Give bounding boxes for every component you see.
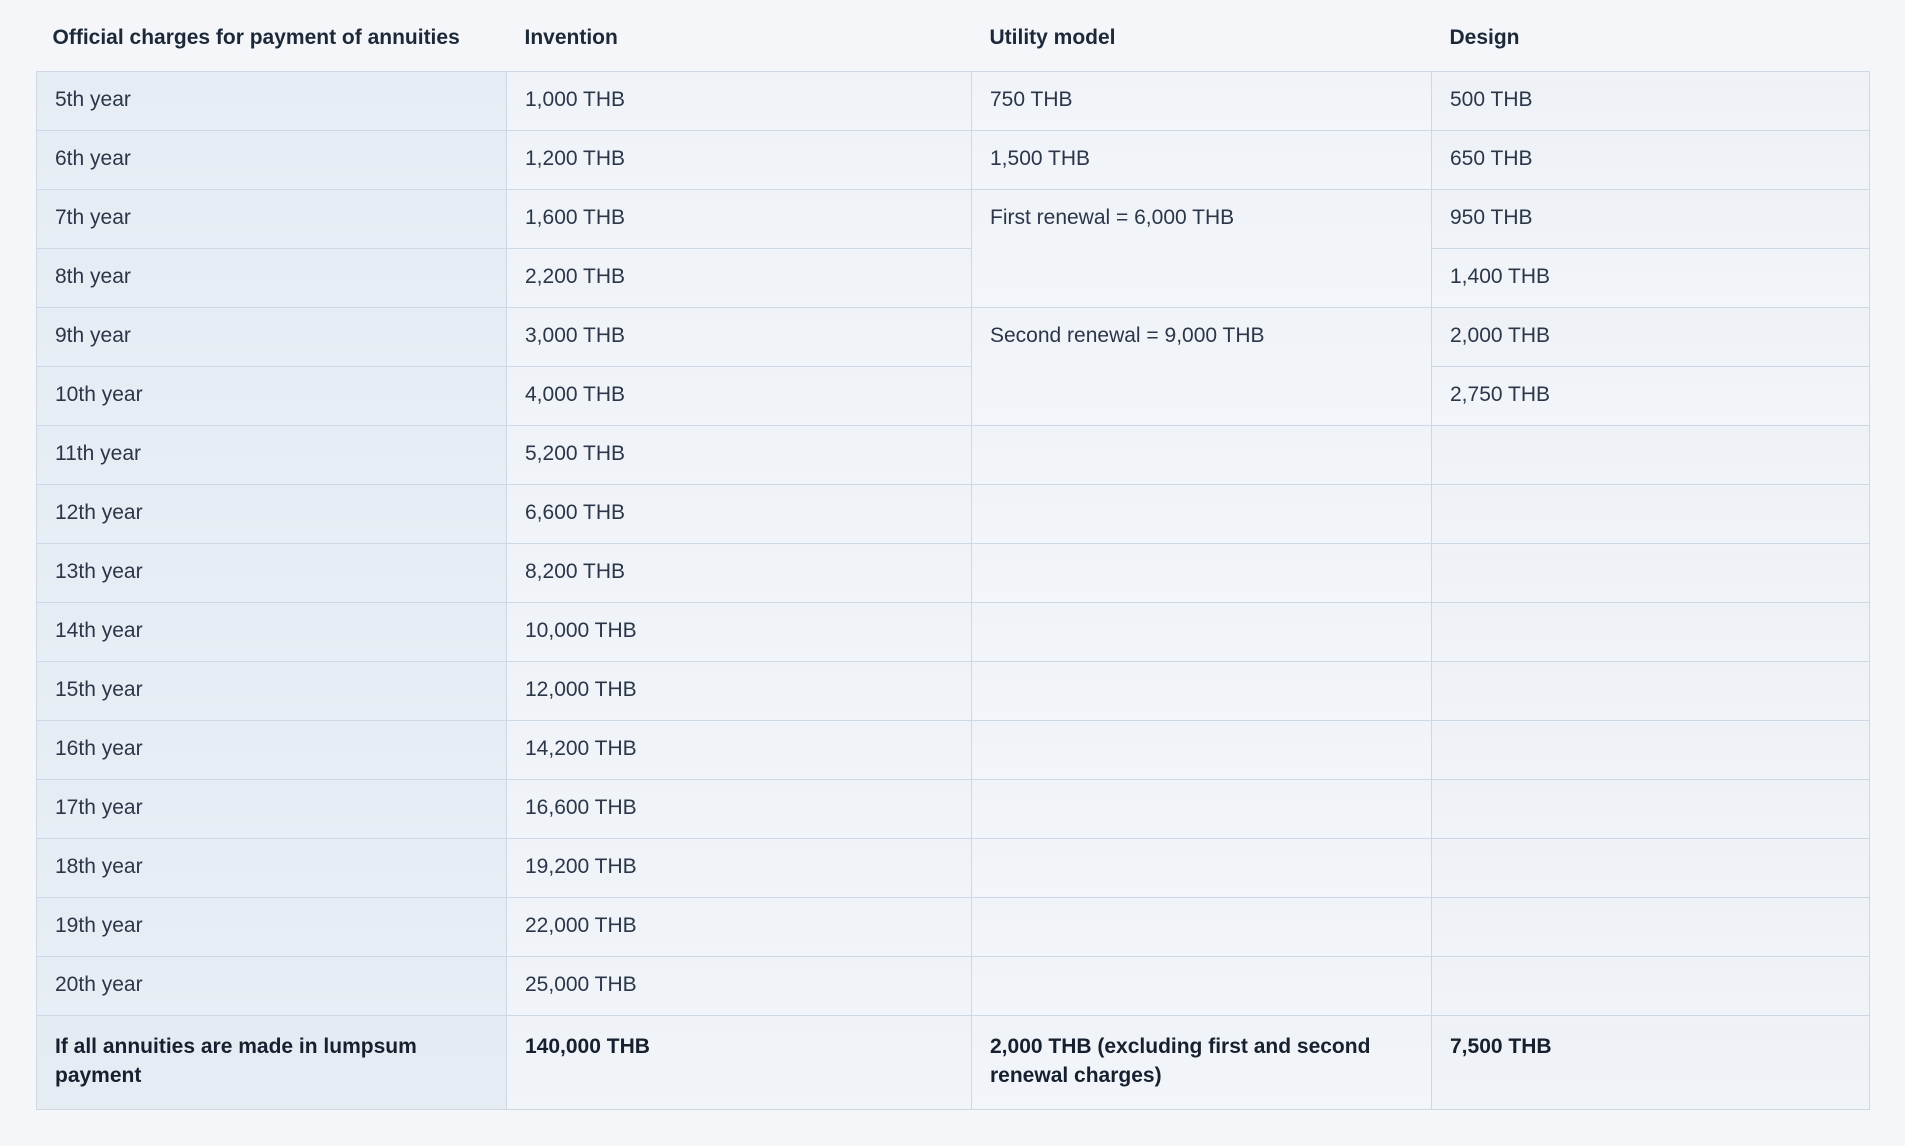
cell-utility-model: 750 THB [972, 72, 1432, 131]
table-row [37, 544, 1870, 603]
table-row [37, 72, 1870, 131]
annuity-fee-table [36, 6, 1870, 1110]
cell-utility-model [972, 485, 1432, 544]
cell-year: 16th year [37, 721, 507, 780]
cell-invention: 5,200 THB [507, 426, 972, 485]
table-row [37, 603, 1870, 662]
cell-year: 13th year [37, 544, 507, 603]
cell-utility-model: First renewal = 6,000 THB [972, 190, 1432, 308]
cell-utility-model: Second renewal = 9,000 THB [972, 308, 1432, 426]
cell-year: 9th year [37, 308, 507, 367]
column-header-invention: Invention [524, 26, 618, 49]
cell-invention: 1,600 THB [507, 190, 972, 249]
cell-invention: 3,000 THB [507, 308, 972, 367]
column-header-utility-model: Utility model [989, 26, 1116, 49]
cell-utility-model [972, 780, 1432, 839]
cell-design: 1,400 THB [1432, 249, 1870, 308]
cell-design: 950 THB [1432, 190, 1870, 249]
table-header [37, 6, 1870, 72]
cell-utility-model [972, 721, 1432, 780]
cell-design [1432, 957, 1870, 1016]
cell-invention: 19,200 THB [507, 839, 972, 898]
cell-invention: 12,000 THB [507, 662, 972, 721]
cell-year: 17th year [37, 780, 507, 839]
cell-total-design: 7,500 THB [1432, 1016, 1870, 1110]
cell-design [1432, 426, 1870, 485]
table-row [37, 898, 1870, 957]
cell-invention: 14,200 THB [507, 721, 972, 780]
cell-year: 10th year [37, 367, 507, 426]
cell-invention: 8,200 THB [507, 544, 972, 603]
cell-invention: 16,600 THB [507, 780, 972, 839]
cell-design [1432, 662, 1870, 721]
table-row [37, 780, 1870, 839]
cell-total-invention: 140,000 THB [507, 1016, 972, 1110]
table-row [37, 957, 1870, 1016]
cell-invention: 10,000 THB [507, 603, 972, 662]
cell-design: 650 THB [1432, 131, 1870, 190]
cell-total-label: If all annuities are made in lumpsum payment [37, 1016, 507, 1110]
cell-design: 2,750 THB [1432, 367, 1870, 426]
cell-year: 20th year [37, 957, 507, 1016]
cell-year: 6th year [37, 131, 507, 190]
cell-invention: 6,600 THB [507, 485, 972, 544]
column-header-charges: Official charges for payment of annuities [52, 26, 460, 49]
table-row-total [37, 1016, 1870, 1110]
table-row [37, 485, 1870, 544]
table-row [37, 131, 1870, 190]
cell-design [1432, 721, 1870, 780]
cell-invention: 25,000 THB [507, 957, 972, 1016]
cell-utility-model [972, 839, 1432, 898]
cell-design [1432, 780, 1870, 839]
cell-invention: 1,000 THB [507, 72, 972, 131]
table-row [37, 367, 1870, 426]
cell-year: 12th year [37, 485, 507, 544]
cell-year: 11th year [37, 426, 507, 485]
cell-design [1432, 603, 1870, 662]
table-row [37, 721, 1870, 780]
cell-design [1432, 485, 1870, 544]
cell-year: 7th year [37, 190, 507, 249]
cell-design: 500 THB [1432, 72, 1870, 131]
cell-invention: 2,200 THB [507, 249, 972, 308]
table-body [37, 72, 1870, 1110]
table-header-row [37, 6, 1870, 72]
cell-design [1432, 544, 1870, 603]
cell-utility-model [972, 662, 1432, 721]
cell-utility-model [972, 544, 1432, 603]
cell-utility-model [972, 957, 1432, 1016]
table-row [37, 308, 1870, 367]
table-row [37, 190, 1870, 249]
cell-invention: 4,000 THB [507, 367, 972, 426]
cell-year: 15th year [37, 662, 507, 721]
cell-year: 19th year [37, 898, 507, 957]
cell-year: 14th year [37, 603, 507, 662]
cell-utility-model [972, 898, 1432, 957]
cell-invention: 1,200 THB [507, 131, 972, 190]
column-header-design: Design [1449, 26, 1520, 49]
table-row [37, 249, 1870, 308]
cell-invention: 22,000 THB [507, 898, 972, 957]
cell-utility-model: 1,500 THB [972, 131, 1432, 190]
page-container [0, 6, 1905, 1146]
cell-design: 2,000 THB [1432, 308, 1870, 367]
cell-utility-model [972, 603, 1432, 662]
cell-year: 5th year [37, 72, 507, 131]
table-row [37, 839, 1870, 898]
cell-utility-model [972, 426, 1432, 485]
cell-year: 18th year [37, 839, 507, 898]
cell-design [1432, 839, 1870, 898]
table-row [37, 426, 1870, 485]
table-row [37, 662, 1870, 721]
cell-total-utility-model: 2,000 THB (excluding first and second renewal charges) [972, 1016, 1432, 1110]
cell-year: 8th year [37, 249, 507, 308]
cell-design [1432, 898, 1870, 957]
